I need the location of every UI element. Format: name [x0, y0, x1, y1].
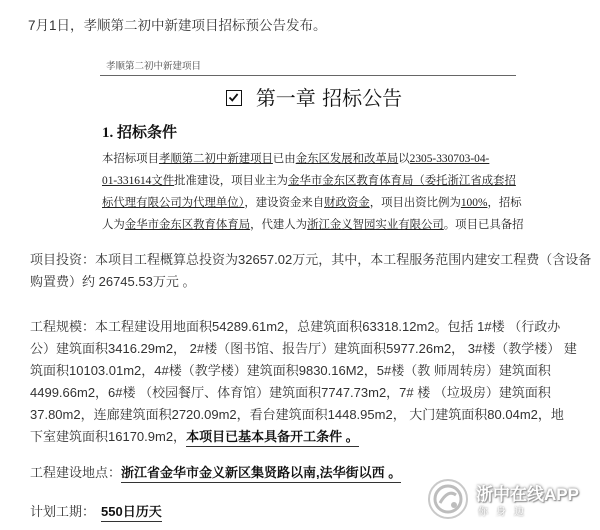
underlined-field: 2305-330703-04-: [409, 153, 490, 165]
checkbox-checked-icon: [226, 90, 242, 106]
underlined-field: 浙江金义智园实业有限公司: [307, 219, 444, 231]
doc-text: ，项目出资比例为: [369, 197, 461, 209]
doc-text: ，招标: [487, 197, 522, 209]
doc-text: 。项目已具备招: [443, 219, 524, 231]
investment-line: 购置费）约 26745.53万元 。: [30, 274, 196, 289]
scale-line: 公）建筑面积3416.29m2， 2#楼（图书馆、报告厅）建筑面积5977.26m2， 3#楼（教学楼） 建: [30, 341, 577, 356]
investment-line: 项目投资：本项目工程概算总投资为32657.02万元，其中，本工程服务范围内建安工程费（含设备: [30, 252, 592, 267]
location-value: 浙江省金华市金义新区集贤路以南,法华街以西 。: [121, 462, 401, 483]
chapter-title: [96, 82, 532, 111]
scale-line: [30, 426, 590, 447]
watermark-subtitle: 你身边: [478, 507, 532, 518]
doc-line: [102, 194, 522, 210]
underlined-field: 金华市金东区教育体育局: [124, 219, 251, 231]
app-logo-icon: [428, 479, 468, 519]
doc-line: [102, 150, 489, 166]
underlined-field: 金华市金东区教育体育局（委托浙江省成套招: [288, 175, 516, 187]
chapter-title-text: 第一章 招标公告: [255, 86, 403, 110]
doc-line: [102, 216, 524, 232]
scale-line: 4499.66m2，6#楼 （校园餐厅、体育馆）建筑面积7747.73m2，7# 楼 （垃圾房）建筑面积: [30, 385, 551, 400]
scale-line: 37.80m2，连廊建筑面积2720.09m2，看台建筑面积1448.95m2， 大门建筑面积80.04m2，地: [30, 407, 564, 422]
section-title: 1. 招标条件: [102, 125, 178, 141]
document-image: [96, 52, 532, 235]
scale-line: 筑面积10103.01m2，4#楼（教学楼）建筑面积9830.16M2，5#楼（教 师周转房）建筑面积: [30, 363, 551, 378]
watermark: [428, 478, 594, 522]
period-value: 550日历天: [101, 501, 162, 522]
underlined-field: 01-331614文件: [102, 175, 175, 187]
document-header: 孝顺第二初中新建项目: [106, 62, 202, 72]
doc-line: [102, 172, 516, 188]
doc-text: 已由: [272, 153, 296, 165]
underlined-field: 金东区发展和改革局: [295, 153, 399, 165]
doc-text: ，建设资金来自: [244, 197, 325, 209]
intro-text: 7月1日，孝顺第二初中新建项目招标预公告发布。: [28, 18, 327, 33]
underlined-field: 财政资金: [324, 197, 370, 209]
doc-text: 批准建设，项目业主为: [174, 175, 289, 187]
scale-line: 工程规模：本工程建设用地面积54289.61m2，总建筑面积63318.12m2。包括 1#楼 （行政办: [30, 319, 561, 334]
start-condition-note: 本项目已基本具备开工条件 。: [186, 426, 359, 447]
doc-text: 人为: [102, 219, 125, 231]
doc-text: 本招标项目: [102, 153, 159, 165]
doc-text: 以: [398, 153, 410, 165]
header-divider: [100, 75, 516, 76]
period-label: 计划工期：: [30, 504, 96, 519]
scale-line-prefix: 下室建筑面积16170.9m2，: [30, 429, 187, 444]
underlined-field: 孝顺第二初中新建项目: [158, 153, 273, 165]
underlined-field: 标代理有限公司为代理单位）: [102, 197, 245, 209]
location-label: 工程建设地点：: [30, 465, 122, 480]
watermark-title: 浙中在线APP: [476, 485, 579, 504]
doc-text: ，代建人为: [250, 219, 308, 231]
underlined-field: 100%: [460, 197, 488, 209]
